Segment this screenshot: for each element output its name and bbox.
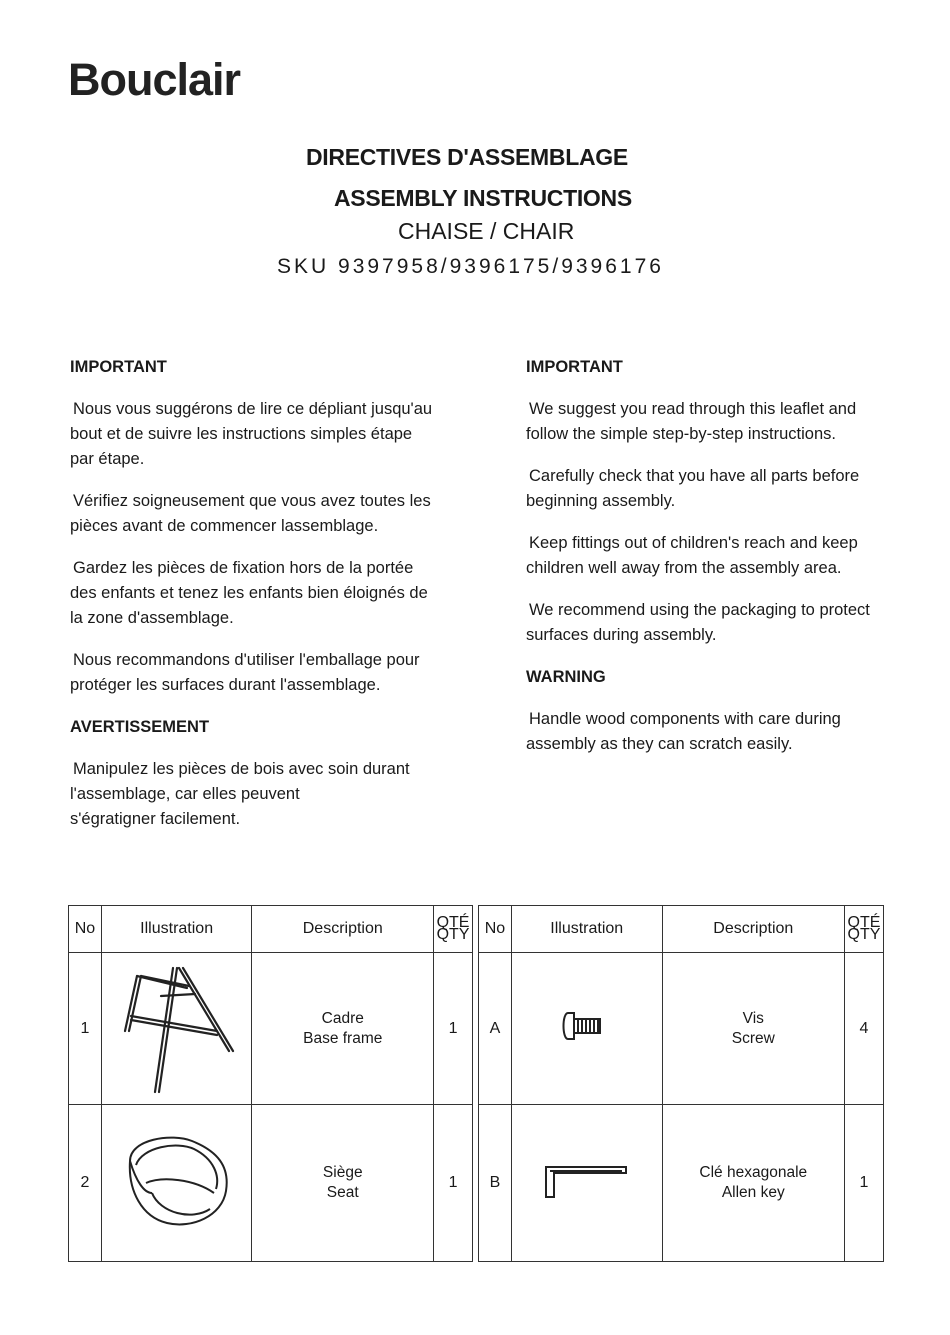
table-header-row: [479, 906, 884, 953]
paragraph-fr-5: Manipulez les pièces de bois avec soin durant l'assemblage, car elles peuvent s'égratigner facilement.: [70, 760, 410, 828]
allen-key-icon: [542, 1159, 632, 1203]
part-description: Cadre Base frame: [252, 953, 434, 1105]
important-heading-fr: IMPORTANT: [70, 358, 167, 376]
parts-table-left: [68, 905, 473, 1262]
header-no: No: [69, 906, 102, 953]
paragraph-en-2: Carefully check that you have all parts before beginning assembly.: [526, 467, 860, 510]
title-french: DIRECTIVES D'ASSEMBLAGE: [306, 144, 628, 170]
base-frame-icon: [117, 956, 237, 1096]
table-row: [69, 953, 473, 1105]
warning-heading-fr: AVERTISSEMENT: [70, 718, 210, 736]
part-quantity: 1: [845, 1105, 884, 1262]
sku-numbers: SKU 9397958/9396175/9396176: [277, 255, 664, 278]
screw-icon: [562, 1009, 612, 1043]
header-description: Description: [252, 906, 434, 953]
part-quantity: 1: [434, 953, 473, 1105]
brand-logo: Bouclair: [68, 54, 241, 105]
part-description: Clé hexagonale Allen key: [662, 1105, 844, 1262]
paragraph-en-5: Handle wood components with care during assembly as they can scratch easily.: [526, 710, 841, 753]
part-number: 2: [69, 1105, 102, 1262]
allen-key-illustration: [511, 1105, 662, 1262]
french-instructions: [70, 355, 440, 849]
header-qty: QTÉ QTY: [434, 906, 473, 953]
title-english: ASSEMBLY INSTRUCTIONS: [334, 185, 632, 211]
paragraph-en-1: We suggest you read through this leaflet and follow the simple step-by-step instructions.: [526, 400, 857, 443]
table-row: [69, 1105, 473, 1262]
english-instructions: [526, 355, 886, 774]
screw-illustration: [511, 953, 662, 1105]
table-header-row: [69, 906, 473, 953]
part-number: 1: [69, 953, 102, 1105]
paragraph-en-4: We recommend using the packaging to protect surfaces during assembly.: [526, 601, 870, 644]
table-row: [479, 1105, 884, 1262]
part-number: B: [479, 1105, 512, 1262]
part-description: Vis Screw: [662, 953, 844, 1105]
part-number: A: [479, 953, 512, 1105]
header-illustration: Illustration: [101, 906, 252, 953]
part-quantity: 4: [845, 953, 884, 1105]
part-description: Siège Seat: [252, 1105, 434, 1262]
paragraph-fr-2: Vérifiez soigneusement que vous avez toutes les pièces avant de commencer lassemblage.: [70, 492, 431, 535]
seat-illustration: [101, 1105, 252, 1262]
product-name: CHAISE / CHAIR: [398, 218, 575, 244]
base-frame-illustration: [101, 953, 252, 1105]
table-row: [479, 953, 884, 1105]
parts-table-right: [478, 905, 884, 1262]
warning-heading-en: WARNING: [526, 668, 606, 686]
header-description: Description: [662, 906, 844, 953]
paragraph-fr-1: Nous vous suggérons de lire ce dépliant jusqu'au bout et de suivre les instructions simples étape par étape.: [70, 400, 433, 468]
paragraph-en-3: Keep fittings out of children's reach and keep children well away from the assembly area.: [526, 534, 858, 577]
seat-icon: [122, 1131, 232, 1231]
paragraph-fr-3: Gardez les pièces de fixation hors de la portée des enfants et tenez les enfants bien éloignés de la zone d'assemblage.: [70, 559, 428, 627]
part-quantity: 1: [434, 1105, 473, 1262]
header-illustration: Illustration: [511, 906, 662, 953]
important-heading-en: IMPORTANT: [526, 358, 623, 376]
header-qty: QTÉ QTY: [845, 906, 884, 953]
paragraph-fr-4: Nous recommandons d'utiliser l'emballage pour protéger les surfaces durant l'assemblage.: [70, 651, 420, 694]
header-no: No: [479, 906, 512, 953]
